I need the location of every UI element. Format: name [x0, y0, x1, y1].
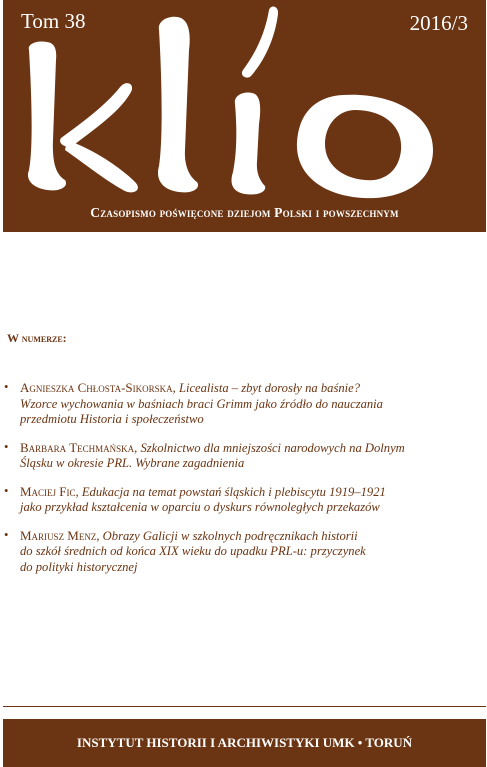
journal-logo-letters — [28, 7, 433, 199]
table-of-contents — [4, 380, 474, 587]
article-title-line: do polityki historycznej — [20, 559, 138, 574]
bullet-icon: • — [4, 483, 9, 498]
bullet-icon: • — [4, 527, 9, 542]
article-title-line: Szkolnictwo dla mniejszości narodowych na Dolnym — [140, 440, 405, 455]
journal-logo — [3, 0, 486, 232]
article-title-line: przedmiotu Historia i społeczeństwo — [20, 412, 204, 426]
article-author: Maciej Fic — [20, 483, 76, 499]
volume-label: Tom 38 — [21, 9, 86, 33]
publisher-footer: INSTYTUT HISTORII I ARCHIWISTYKI UMK • TORUŃ — [3, 719, 486, 767]
article-author: Mariusz Menz — [20, 527, 97, 543]
article-author: Agnieszka Chłosta-Sikorska — [20, 380, 173, 395]
article-title-line: do szkół średnich od końca XIX wieku do upadku PRL-u: przyczynek — [20, 544, 366, 558]
list-item: • Maciej Fic, Edukacja na temat powstań śląskich i plebiscytu 1919–1921 jako przykład kształcenia w oparciu o dyskurs równoległych przekazów — [4, 483, 386, 514]
article-title-line: Edukacja na temat powstań śląskich i plebiscytu 1919–1921 — [81, 484, 386, 499]
cover-header — [3, 0, 486, 232]
list-item: • Mariusz Menz, Obrazy Galicji w szkolnych podręcznikach historii do szkół średnich od końca XIX wieku do upadku PRL-u: przyczynek do polityki historycznej — [4, 527, 366, 574]
journal-subtitle: Czasopismo poświęcone dziejom Polski i powszechnym — [90, 205, 399, 220]
contents-heading: W numerze: — [7, 331, 67, 345]
bullet-icon: • — [4, 439, 9, 454]
article-title-line: Obrazy Galicji w szkolnych podręcznikach historii — [102, 528, 358, 543]
article-author: Barbara Techmańska — [20, 439, 135, 455]
article-title-line: Licealista – zbyt dorosły na baśnie? — [178, 381, 361, 395]
article-title-line: jako przykład kształcenia w oparciu o dyskurs równoległych przekazów — [20, 500, 380, 514]
list-item: • Barbara Techmańska, Szkolnictwo dla mniejszości narodowych na Dolnym Śląsku w okresie PRL. Wybrane zagadnienia — [4, 439, 405, 470]
footer-divider — [3, 706, 486, 707]
list-item: • Agnieszka Chłosta-Sikorska, Licealista – zbyt dorosły na baśnie? Wzorce wychowania w baśniach braci Grimm jako źródło do nauczania przedmiotu Historia i społeczeństwo — [4, 380, 383, 426]
article-title-line: Śląsku w okresie PRL. Wybrane zagadnienia — [20, 456, 245, 470]
article-title-line: Wzorce wychowania w baśniach braci Grimm jako źródło do nauczania — [20, 396, 383, 411]
issue-label: 2016/3 — [409, 11, 468, 35]
bullet-icon: • — [4, 380, 9, 394]
